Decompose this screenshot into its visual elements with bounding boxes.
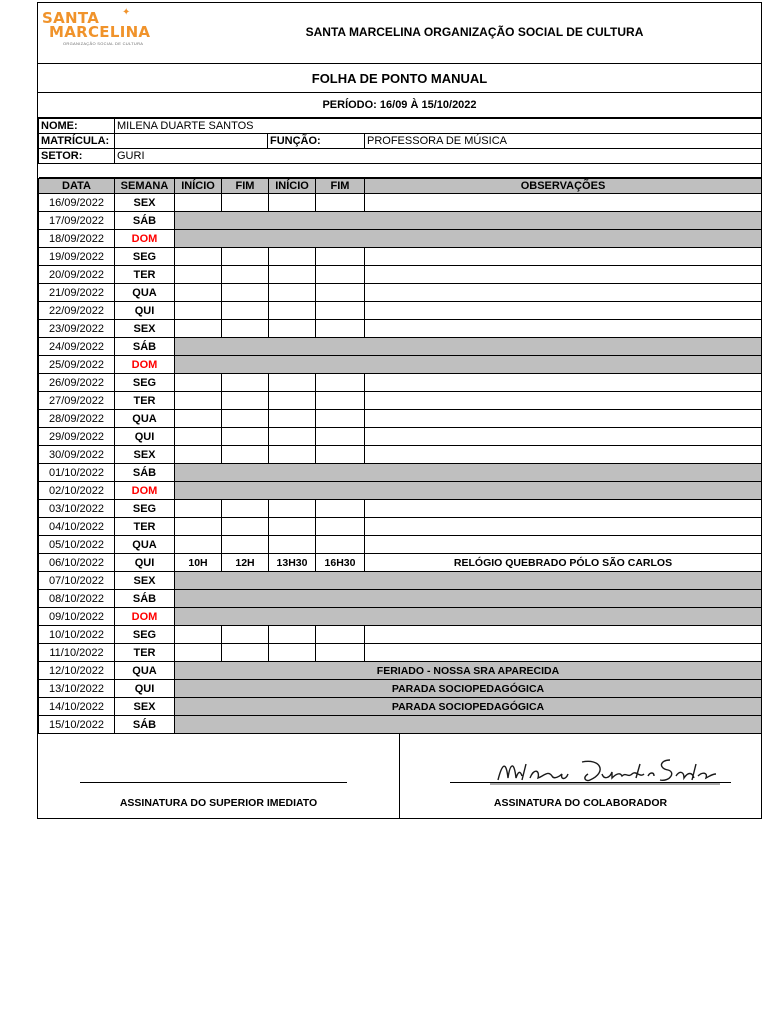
observations-cell[interactable] — [365, 320, 762, 338]
observations-cell[interactable] — [365, 410, 762, 428]
start-time-2-cell[interactable] — [269, 284, 316, 302]
observations-cell[interactable] — [365, 248, 762, 266]
start-time-2-cell[interactable] — [269, 626, 316, 644]
unavailable-cell — [175, 716, 762, 734]
table-row — [39, 572, 762, 590]
date-cell: 12/10/2022 — [39, 662, 115, 680]
date-cell: 14/10/2022 — [39, 698, 115, 716]
weekday-cell: QUA — [115, 284, 175, 302]
column-header: FIM — [316, 179, 365, 194]
date-cell: 30/09/2022 — [39, 446, 115, 464]
star-icon: ✦ — [122, 7, 131, 18]
table-row — [39, 716, 762, 734]
table-row — [39, 644, 762, 662]
end-time-1-cell[interactable] — [222, 626, 269, 644]
start-time-2-cell[interactable] — [269, 500, 316, 518]
end-time-1-cell[interactable] — [222, 266, 269, 284]
date-cell: 13/10/2022 — [39, 680, 115, 698]
weekday-cell: SÁB — [115, 212, 175, 230]
table-row — [39, 356, 762, 374]
table-row — [39, 536, 762, 554]
date-cell: 16/09/2022 — [39, 194, 115, 212]
table-row — [39, 626, 762, 644]
table-row — [39, 662, 762, 680]
start-time-1-cell[interactable] — [175, 194, 222, 212]
table-row — [39, 446, 762, 464]
date-cell: 19/09/2022 — [39, 248, 115, 266]
date-cell: 01/10/2022 — [39, 464, 115, 482]
start-time-1-cell[interactable] — [175, 446, 222, 464]
end-time-1-cell[interactable] — [222, 500, 269, 518]
observations-cell[interactable] — [365, 644, 762, 662]
end-time-2-cell[interactable]: 16H30 — [316, 554, 365, 572]
observations-cell[interactable] — [365, 500, 762, 518]
table-row — [39, 608, 762, 626]
funcao-value[interactable]: PROFESSORA DE MÚSICA — [365, 134, 762, 149]
observations-cell[interactable] — [365, 446, 762, 464]
start-time-1-cell[interactable] — [175, 302, 222, 320]
table-row — [39, 428, 762, 446]
unavailable-cell — [175, 464, 762, 482]
start-time-2-cell[interactable] — [269, 410, 316, 428]
end-time-2-cell[interactable] — [316, 428, 365, 446]
weekday-cell: SÁB — [115, 590, 175, 608]
start-time-1-cell[interactable] — [175, 374, 222, 392]
weekday-cell: DOM — [115, 230, 175, 248]
observations-cell[interactable] — [365, 302, 762, 320]
weekday-cell: SÁB — [115, 716, 175, 734]
column-header: OBSERVAÇÕES — [365, 179, 762, 194]
unavailable-cell — [175, 230, 762, 248]
date-cell: 04/10/2022 — [39, 518, 115, 536]
start-time-2-cell[interactable] — [269, 194, 316, 212]
weekday-cell: DOM — [115, 482, 175, 500]
unavailable-cell — [175, 590, 762, 608]
unavailable-cell — [175, 572, 762, 590]
column-header: INÍCIO — [175, 179, 222, 194]
unavailable-cell — [175, 482, 762, 500]
end-time-2-cell[interactable] — [316, 266, 365, 284]
start-time-1-cell[interactable] — [175, 536, 222, 554]
end-time-2-cell[interactable] — [316, 320, 365, 338]
observations-cell[interactable] — [365, 284, 762, 302]
superior-signature-box[interactable] — [38, 734, 400, 818]
column-header: FIM — [222, 179, 269, 194]
end-time-1-cell[interactable]: 12H — [222, 554, 269, 572]
column-header: INÍCIO — [269, 179, 316, 194]
start-time-1-cell[interactable] — [175, 644, 222, 662]
weekday-cell: QUI — [115, 302, 175, 320]
table-row — [39, 698, 762, 716]
start-time-1-cell[interactable] — [175, 266, 222, 284]
weekday-cell: SEX — [115, 320, 175, 338]
start-time-2-cell[interactable]: 13H30 — [269, 554, 316, 572]
table-row — [39, 230, 762, 248]
start-time-1-cell[interactable] — [175, 410, 222, 428]
table-row — [39, 680, 762, 698]
weekday-cell: QUI — [115, 554, 175, 572]
weekday-cell: QUI — [115, 680, 175, 698]
date-cell: 23/09/2022 — [39, 320, 115, 338]
weekday-cell: SEG — [115, 500, 175, 518]
observations-cell[interactable]: RELÓGIO QUEBRADO PÓLO SÃO CARLOS — [365, 554, 762, 572]
end-time-2-cell[interactable] — [316, 644, 365, 662]
table-row — [39, 284, 762, 302]
form-title: FOLHA DE PONTO MANUAL — [38, 64, 761, 93]
start-time-2-cell[interactable] — [269, 446, 316, 464]
logo-subtitle: ORGANIZAÇÃO SOCIAL DE CULTURA — [63, 41, 144, 46]
start-time-1-cell[interactable] — [175, 284, 222, 302]
date-cell: 21/09/2022 — [39, 284, 115, 302]
nome-label: NOME: — [39, 119, 115, 134]
date-cell: 17/09/2022 — [39, 212, 115, 230]
start-time-1-cell[interactable] — [175, 392, 222, 410]
date-cell: 24/09/2022 — [39, 338, 115, 356]
signature-line — [450, 782, 731, 783]
end-time-1-cell[interactable] — [222, 644, 269, 662]
end-time-1-cell[interactable] — [222, 392, 269, 410]
weekday-cell: QUA — [115, 410, 175, 428]
funcao-label: FUNÇÃO: — [268, 134, 365, 149]
weekday-cell: SEG — [115, 248, 175, 266]
date-cell: 09/10/2022 — [39, 608, 115, 626]
date-cell: 03/10/2022 — [39, 500, 115, 518]
santa-marcelina-logo — [42, 7, 182, 59]
start-time-2-cell[interactable] — [269, 266, 316, 284]
start-time-2-cell[interactable] — [269, 428, 316, 446]
weekday-cell: SÁB — [115, 464, 175, 482]
start-time-2-cell[interactable] — [269, 374, 316, 392]
table-row — [39, 554, 762, 572]
date-cell: 20/09/2022 — [39, 266, 115, 284]
weekday-cell: SEX — [115, 194, 175, 212]
unavailable-cell: FERIADO - NOSSA SRA APARECIDA — [175, 662, 762, 680]
start-time-1-cell[interactable]: 10H — [175, 554, 222, 572]
weekday-cell: SEX — [115, 698, 175, 716]
date-cell: 27/09/2022 — [39, 392, 115, 410]
table-row — [39, 482, 762, 500]
observations-cell[interactable] — [365, 194, 762, 212]
weekday-cell: QUA — [115, 662, 175, 680]
date-cell: 11/10/2022 — [39, 644, 115, 662]
end-time-2-cell[interactable] — [316, 302, 365, 320]
table-row — [39, 500, 762, 518]
unavailable-cell — [175, 356, 762, 374]
colaborador-signature-label: ASSINATURA DO COLABORADOR — [493, 797, 668, 809]
start-time-2-cell[interactable] — [269, 644, 316, 662]
logo-line2: MARCELINA — [49, 23, 151, 41]
signature-line — [80, 782, 347, 783]
start-time-1-cell[interactable] — [175, 626, 222, 644]
date-cell: 15/10/2022 — [39, 716, 115, 734]
weekday-cell: TER — [115, 518, 175, 536]
end-time-1-cell[interactable] — [222, 374, 269, 392]
date-cell: 22/09/2022 — [39, 302, 115, 320]
end-time-2-cell[interactable] — [316, 626, 365, 644]
period: PERÍODO: 16/09 À 15/10/2022 — [38, 93, 761, 118]
colaborador-signature-box[interactable] — [400, 734, 761, 818]
weekday-cell: SEX — [115, 572, 175, 590]
weekday-cell: TER — [115, 392, 175, 410]
signature-area — [38, 734, 761, 818]
timesheet — [37, 2, 762, 819]
table-row — [39, 464, 762, 482]
end-time-2-cell[interactable] — [316, 392, 365, 410]
weekday-cell: SEG — [115, 374, 175, 392]
table-row — [39, 194, 762, 212]
observations-cell[interactable] — [365, 266, 762, 284]
start-time-1-cell[interactable] — [175, 500, 222, 518]
end-time-2-cell[interactable] — [316, 446, 365, 464]
end-time-1-cell[interactable] — [222, 302, 269, 320]
employee-info — [38, 118, 762, 178]
end-time-1-cell[interactable] — [222, 428, 269, 446]
date-cell: 06/10/2022 — [39, 554, 115, 572]
end-time-2-cell[interactable] — [316, 374, 365, 392]
date-cell: 26/09/2022 — [39, 374, 115, 392]
setor-label: SETOR: — [39, 149, 115, 164]
setor-value[interactable]: GURI — [115, 149, 762, 164]
start-time-1-cell[interactable] — [175, 248, 222, 266]
matricula-label: MATRÍCULA: — [39, 134, 115, 149]
table-row — [39, 590, 762, 608]
start-time-2-cell[interactable] — [269, 302, 316, 320]
observations-cell[interactable] — [365, 392, 762, 410]
date-cell: 18/09/2022 — [39, 230, 115, 248]
start-time-2-cell[interactable] — [269, 248, 316, 266]
unavailable-cell — [175, 338, 762, 356]
observations-cell[interactable] — [365, 428, 762, 446]
spacer-row — [39, 164, 762, 178]
end-time-1-cell[interactable] — [222, 320, 269, 338]
date-cell: 08/10/2022 — [39, 590, 115, 608]
weekday-cell: DOM — [115, 356, 175, 374]
weekday-cell: SÁB — [115, 338, 175, 356]
table-row — [39, 266, 762, 284]
end-time-2-cell[interactable] — [316, 248, 365, 266]
end-time-2-cell[interactable] — [316, 536, 365, 554]
end-time-1-cell[interactable] — [222, 518, 269, 536]
end-time-1-cell[interactable] — [222, 536, 269, 554]
weekday-cell: DOM — [115, 608, 175, 626]
observations-cell[interactable] — [365, 626, 762, 644]
observations-cell[interactable] — [365, 374, 762, 392]
table-row — [39, 374, 762, 392]
end-time-1-cell[interactable] — [222, 194, 269, 212]
end-time-2-cell[interactable] — [316, 194, 365, 212]
start-time-2-cell[interactable] — [269, 518, 316, 536]
table-row — [39, 392, 762, 410]
table-row — [39, 518, 762, 536]
unavailable-cell — [175, 212, 762, 230]
weekday-cell: QUI — [115, 428, 175, 446]
date-cell: 10/10/2022 — [39, 626, 115, 644]
date-cell: 29/09/2022 — [39, 428, 115, 446]
table-row — [39, 338, 762, 356]
unavailable-cell: PARADA SOCIOPEDAGÓGICA — [175, 698, 762, 716]
start-time-1-cell[interactable] — [175, 320, 222, 338]
weekday-cell: TER — [115, 644, 175, 662]
matricula-value[interactable] — [115, 134, 268, 149]
superior-signature-label: ASSINATURA DO SUPERIOR IMEDIATO — [119, 797, 318, 809]
end-time-2-cell[interactable] — [316, 284, 365, 302]
organization-name: SANTA MARCELINA ORGANIZAÇÃO SOCIAL DE CULTURA — [305, 25, 644, 39]
start-time-2-cell[interactable] — [269, 320, 316, 338]
column-header: DATA — [39, 179, 115, 194]
start-time-1-cell[interactable] — [175, 428, 222, 446]
end-time-1-cell[interactable] — [222, 446, 269, 464]
observations-cell[interactable] — [365, 518, 762, 536]
end-time-2-cell[interactable] — [316, 518, 365, 536]
observations-cell[interactable] — [365, 536, 762, 554]
date-cell: 07/10/2022 — [39, 572, 115, 590]
end-time-2-cell[interactable] — [316, 410, 365, 428]
header — [38, 3, 761, 64]
weekday-cell: SEX — [115, 446, 175, 464]
date-cell: 05/10/2022 — [39, 536, 115, 554]
column-header: SEMANA — [115, 179, 175, 194]
end-time-2-cell[interactable] — [316, 500, 365, 518]
table-row — [39, 302, 762, 320]
date-cell: 02/10/2022 — [39, 482, 115, 500]
weekday-cell: QUA — [115, 536, 175, 554]
start-time-1-cell[interactable] — [175, 518, 222, 536]
weekday-cell: SEG — [115, 626, 175, 644]
table-row — [39, 320, 762, 338]
logo-line1: SANTA — [42, 9, 100, 27]
end-time-1-cell[interactable] — [222, 248, 269, 266]
timesheet-grid — [38, 178, 762, 734]
nome-value[interactable]: MILENA DUARTE SANTOS — [115, 119, 762, 134]
start-time-2-cell[interactable] — [269, 536, 316, 554]
end-time-1-cell[interactable] — [222, 410, 269, 428]
table-row — [39, 248, 762, 266]
date-cell: 28/09/2022 — [39, 410, 115, 428]
unavailable-cell: PARADA SOCIOPEDAGÓGICA — [175, 680, 762, 698]
table-row — [39, 410, 762, 428]
unavailable-cell — [175, 608, 762, 626]
start-time-2-cell[interactable] — [269, 392, 316, 410]
weekday-cell: TER — [115, 266, 175, 284]
table-row — [39, 212, 762, 230]
date-cell: 25/09/2022 — [39, 356, 115, 374]
end-time-1-cell[interactable] — [222, 284, 269, 302]
